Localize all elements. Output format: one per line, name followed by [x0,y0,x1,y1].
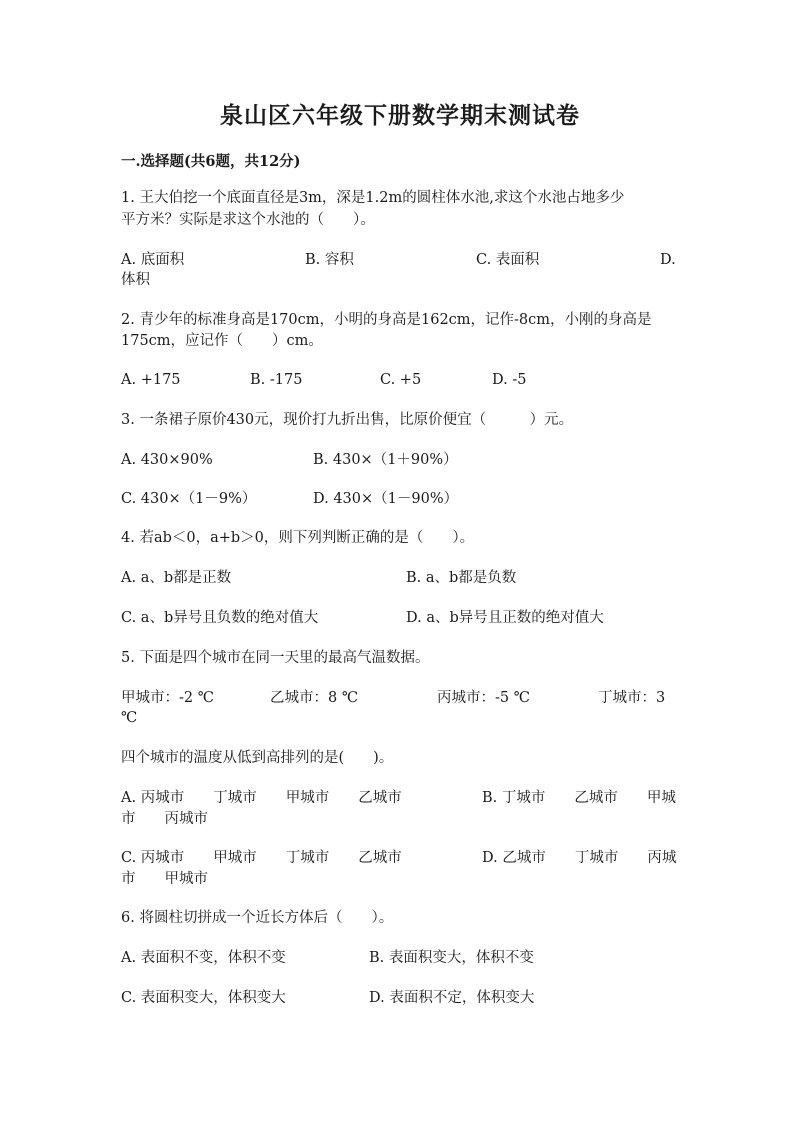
question-4-option-c: C. a、b异号且负数的绝对值大 [121,610,319,626]
question-5-line-2: 四个城市的温度从低到高排列的是( )。 [121,750,394,766]
question-2-line-1: 2. 青少年的标准身高是170cm，小明的身高是162cm，记作-8cm，小刚的身高是 [121,312,652,328]
question-3-line-1: 3. 一条裙子原价430元，现价打九折出售，比原价便宜（ ）元。 [121,412,574,428]
city-temp-bing: 丙城市：-5 ℃ [437,690,530,706]
city-temp-ding: 丁城市：3 [598,690,666,706]
question-4-option-a: A. a、b都是正数 [121,570,232,586]
question-2-option-a: A. +175 [121,372,181,388]
question-1-option-d-wrap: 体积 [121,272,150,288]
city-temp-jia: 甲城市：-2 ℃ [121,690,214,706]
question-1-option-b: B. 容积 [305,252,354,268]
question-2-option-c: C. +5 [380,372,422,388]
question-4-option-b: B. a、b都是负数 [406,570,517,586]
question-6-option-d: D. 表面积不定，体积变大 [369,990,535,1006]
question-4-option-d: D. a、b异号且正数的绝对值大 [406,610,604,626]
question-1-option-d: D. [660,252,676,268]
question-5-line-1: 5. 下面是四个城市在同一天里的最高气温数据。 [121,650,430,666]
question-5-option-c: C. 丙城市 甲城市 丁城市 乙城市 [121,850,402,866]
section-heading: 一.选择题(共6题，共12分) [121,153,301,170]
question-3-option-c: C. 430×（1－9%） [121,491,257,507]
question-5-option-d: D. 乙城市 丁城市 丙城 [482,850,677,866]
question-5-option-d-wrap: 市 甲城市 [121,871,208,887]
question-6-line-1: 6. 将圆柱切拼成一个近长方体后（ ）。 [121,910,394,926]
question-6-option-b: B. 表面积变大，体积不变 [369,950,534,966]
question-4-line-1: 4. 若ab＜0，a+b＞0，则下列判断正确的是（ ）。 [121,530,475,546]
question-5-option-b-wrap: 市 丙城市 [121,811,208,827]
question-2-line-2: 175cm，应记作（ ）cm。 [121,333,323,349]
question-5-option-b: B. 丁城市 乙城市 甲城 [482,790,676,806]
question-3-option-d: D. 430×（1－90%） [313,491,459,507]
page-title: 泉山区六年级下册数学期末测试卷 [220,102,580,129]
question-3-option-b: B. 430×（1＋90%） [313,452,458,468]
question-2-option-d: D. -5 [492,372,527,388]
city-temp-ding-unit: ℃ [121,710,138,726]
city-temp-yi: 乙城市：8 ℃ [270,690,359,706]
question-6-option-a: A. 表面积不变，体积不变 [121,950,286,966]
question-5-option-a: A. 丙城市 丁城市 甲城市 乙城市 [121,790,402,806]
question-1-line-2: 平方米？实际是求这个水池的（ ）。 [121,212,375,228]
question-6-option-c: C. 表面积变大，体积变大 [121,990,286,1006]
question-1-option-c: C. 表面积 [476,252,540,268]
question-3-option-a: A. 430×90% [121,452,213,468]
question-1-option-a: A. 底面积 [121,252,185,268]
question-2-option-b: B. -175 [250,372,303,388]
question-1-line-1: 1. 王大伯挖一个底面直径是3m，深是1.2m的圆柱体水池,求这个水池占地多少 [121,190,625,206]
